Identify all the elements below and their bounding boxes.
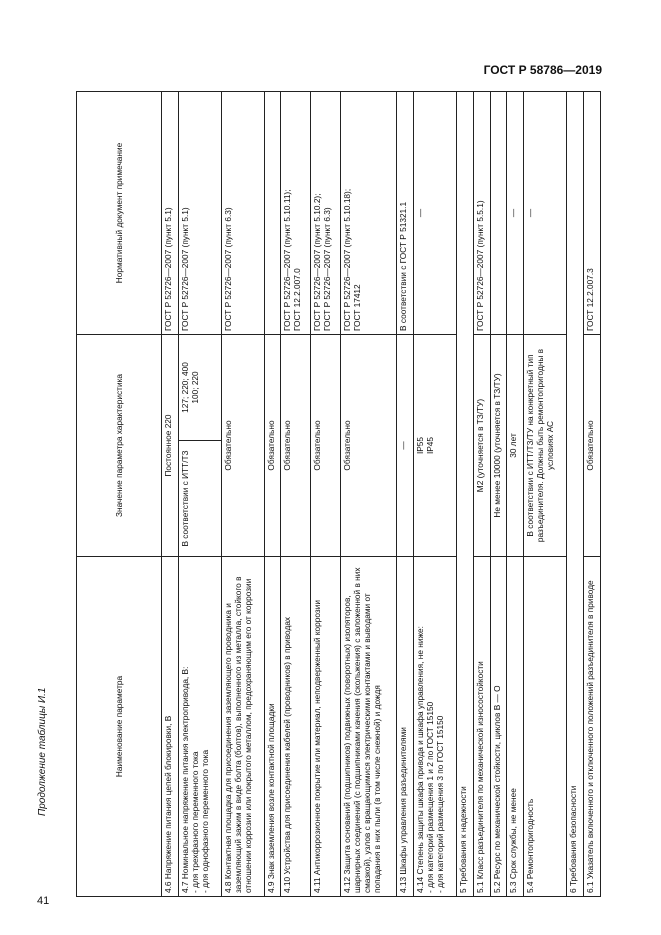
cell-doc <box>264 91 281 334</box>
cell-value: Обязательно <box>281 334 311 556</box>
cell-value: В соответствии с ИТТ/ТЗ/ТУ на конкретный тип разъединителя. Должны быть ремонтопригодны в условиях АС <box>524 334 567 556</box>
cell-value: Обязательно <box>311 334 341 556</box>
table-row <box>413 91 456 896</box>
cell-value: Не менее 10000 (уточняется в ТЗ/ТУ) <box>490 334 507 556</box>
cell-value: 127; 220; 400 100; 220 <box>178 334 221 440</box>
table-row <box>397 91 414 896</box>
table-row <box>341 91 397 896</box>
cell-doc <box>490 91 507 334</box>
table-row <box>281 91 311 896</box>
cell-name: 5.1 Класс разъединителя по механической износостойкости <box>473 557 490 897</box>
cell-doc: ГОСТ 12.2.007.3 <box>584 91 601 334</box>
table-row <box>311 91 341 896</box>
table-row <box>264 91 281 896</box>
table-row <box>490 91 507 896</box>
cell-value: Обязательно <box>584 334 601 556</box>
table-caption: Продолжение таблицы И.1 <box>37 687 48 816</box>
col-header-value: Значение параметра характеристика <box>77 334 162 556</box>
cell-value: Обязательно <box>221 334 264 556</box>
cell-doc: — <box>413 91 456 334</box>
cell-value: — <box>397 334 414 556</box>
col-header-doc: Нормативный документ примечание <box>77 91 162 334</box>
section-title: 5 Требования к надежности <box>456 91 473 896</box>
rotated-table <box>76 92 601 897</box>
cell-value: 30 лет <box>507 334 524 556</box>
cell-name: 4.12 Защита оснований (подшипников) подвижных (поворотных) изоляторов, шарнирных соединений (с подшипниками качения (скольжения) с заложенной в них смазкой), узлов с вращающимися электрическими контактами и выводами от попадания в них пыли (в том числе снежной) и дождя <box>341 557 397 897</box>
cell-doc: — <box>524 91 567 334</box>
cell-doc: ГОСТ Р 52726—2007 (пункт 5.10.2); ГОСТ Р 52726—2007 (пункт 6.3) <box>311 91 341 334</box>
section-row <box>567 91 584 896</box>
section-title: 6 Требования безопасности <box>567 91 584 896</box>
cell-value: В соответствии с ИТТ/ТЗ <box>178 441 221 557</box>
cell-name: 4.8 Контактная площадка для присоединения заземляющего проводника и заземляющий зажим в виде болта (болтов), выполненного из металла, стойкого в отношении коррозии или покрытого металлом, предохраняющим его от коррозии <box>221 557 264 897</box>
cell-value: Постоянное 220 <box>162 334 179 556</box>
cell-value: Обязательно <box>264 334 281 556</box>
standard-header: ГОСТ Р 58786—2019 <box>483 63 602 77</box>
cell-name: 6.1 Указатель включенного и отключенного положений разъединителя в приводе <box>584 557 601 897</box>
cell-doc: — <box>507 91 524 334</box>
table-row <box>524 91 567 896</box>
table-row <box>178 91 221 896</box>
parameters-table <box>76 91 601 897</box>
cell-name: 5.3 Срок службы, не менее <box>507 557 524 897</box>
cell-name: 4.14 Степень защиты шкафа привода и шкафа управления, не ниже: - для категорий размещения 1 и 2 по ГОСТ 15150 - для категорий размещения 3 по ГОСТ 15150 <box>413 557 456 897</box>
cell-doc: ГОСТ Р 52726—2007 (пункт 6.3) <box>221 91 264 334</box>
table-row <box>473 91 490 896</box>
table-row <box>221 91 264 896</box>
cell-value: Обязательно <box>341 334 397 556</box>
table-row <box>507 91 524 896</box>
cell-value: М2 (уточняется в ТЗ/ТУ) <box>473 334 490 556</box>
cell-doc: ГОСТ Р 52726—2007 (пункт 5.1) <box>162 91 179 334</box>
cell-name: 4.7 Номинальное напряжение питания электропривода, В: - для трехфазного переменного тока - для однофазного переменного тока <box>178 557 221 897</box>
cell-name: 5.2 Ресурс по механической стойкости, циклов В — О <box>490 557 507 897</box>
table-header-row <box>77 91 162 896</box>
col-header-name: Наименование параметра <box>77 557 162 897</box>
cell-doc: ГОСТ Р 52726—2007 (пункт 5.10.18); ГОСТ 17412 <box>341 91 397 334</box>
cell-doc: ГОСТ Р 52726—2007 (пункт 5.10.11); ГОСТ 12.2.007.0 <box>281 91 311 334</box>
cell-doc: ГОСТ Р 52726—2007 (пункт 5.1) <box>178 91 221 334</box>
cell-doc: В соответствии с ГОСТ Р 51321.1 <box>397 91 414 334</box>
table-row <box>162 91 179 896</box>
table-row <box>584 91 601 896</box>
cell-name: 4.9 Знак заземления возле контактной площадки <box>264 557 281 897</box>
cell-name: 4.6 Напряжение питания цепей блокировки, В <box>162 557 179 897</box>
section-row <box>456 91 473 896</box>
cell-name: 4.11 Антикоррозионное покрытие или материал, неподверженный коррозии <box>311 557 341 897</box>
cell-name: 4.10 Устройства для присоединения кабелей (проводников) в приводах <box>281 557 311 897</box>
cell-value: IP55 IP45 <box>413 334 456 556</box>
cell-name: 4.13 Шкафы управления разъединителями <box>397 557 414 897</box>
cell-doc: ГОСТ Р 52726—2007 (пункт 5.5.1) <box>473 91 490 334</box>
cell-name: 5.4 Ремонтопригодность <box>524 557 567 897</box>
page-number: 41 <box>37 895 50 907</box>
